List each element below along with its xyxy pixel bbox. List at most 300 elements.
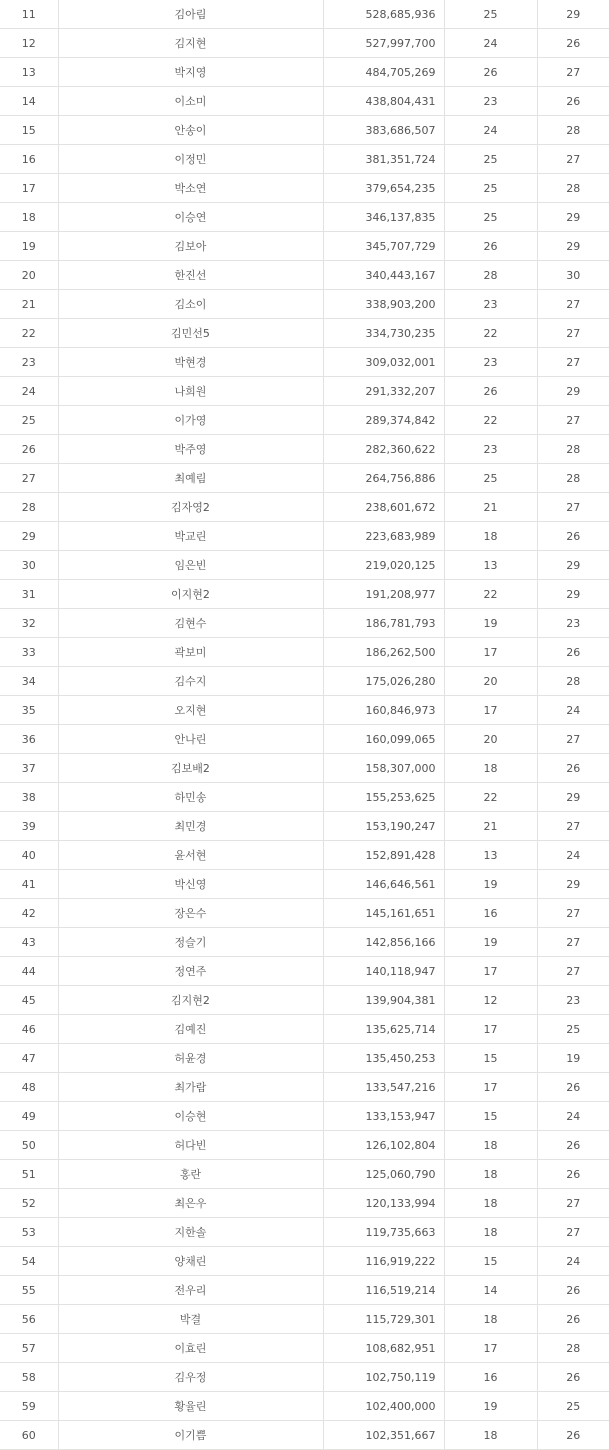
rank-cell: 56	[0, 1305, 58, 1334]
table-row	[0, 1131, 609, 1160]
prize-amount-cell: 126,102,804	[323, 1131, 444, 1160]
prize-amount-cell: 191,208,977	[323, 580, 444, 609]
prize-amount-cell: 186,781,793	[323, 609, 444, 638]
player-name-cell: 장은수	[58, 899, 323, 928]
stat-b-cell: 24	[537, 1102, 609, 1131]
player-name-cell: 김지현	[58, 29, 323, 58]
stat-b-cell: 26	[537, 1160, 609, 1189]
stat-a-cell: 14	[444, 1276, 537, 1305]
player-name-cell: 이가영	[58, 406, 323, 435]
prize-amount-cell: 527,997,700	[323, 29, 444, 58]
table-row	[0, 696, 609, 725]
table-row	[0, 551, 609, 580]
prize-amount-cell: 219,020,125	[323, 551, 444, 580]
stat-a-cell: 21	[444, 493, 537, 522]
player-name-cell: 김자영2	[58, 493, 323, 522]
stat-a-cell: 22	[444, 783, 537, 812]
stat-b-cell: 24	[537, 696, 609, 725]
stat-b-cell: 27	[537, 58, 609, 87]
prize-amount-cell: 223,683,989	[323, 522, 444, 551]
prize-amount-cell: 291,332,207	[323, 377, 444, 406]
table-row	[0, 1160, 609, 1189]
rank-cell: 34	[0, 667, 58, 696]
player-name-cell: 박신영	[58, 870, 323, 899]
player-name-cell: 김예진	[58, 1015, 323, 1044]
stat-b-cell: 28	[537, 435, 609, 464]
player-name-cell: 이승현	[58, 1102, 323, 1131]
table-row	[0, 899, 609, 928]
prize-amount-cell: 116,519,214	[323, 1276, 444, 1305]
stat-b-cell: 26	[537, 87, 609, 116]
table-row	[0, 203, 609, 232]
rank-cell: 28	[0, 493, 58, 522]
player-name-cell: 최민경	[58, 812, 323, 841]
prize-amount-cell: 145,161,651	[323, 899, 444, 928]
player-name-cell: 임은빈	[58, 551, 323, 580]
stat-b-cell: 26	[537, 1421, 609, 1450]
rank-cell: 53	[0, 1218, 58, 1247]
stat-b-cell: 29	[537, 551, 609, 580]
rank-cell: 60	[0, 1421, 58, 1450]
player-name-cell: 이지현2	[58, 580, 323, 609]
prize-amount-cell: 146,646,561	[323, 870, 444, 899]
prize-amount-cell: 484,705,269	[323, 58, 444, 87]
rank-cell: 27	[0, 464, 58, 493]
stat-b-cell: 19	[537, 1044, 609, 1073]
rank-cell: 32	[0, 609, 58, 638]
stat-a-cell: 23	[444, 87, 537, 116]
rank-cell: 24	[0, 377, 58, 406]
stat-b-cell: 27	[537, 1189, 609, 1218]
player-name-cell: 최은우	[58, 1189, 323, 1218]
prize-amount-cell: 142,856,166	[323, 928, 444, 957]
stat-a-cell: 23	[444, 290, 537, 319]
prize-amount-cell: 133,153,947	[323, 1102, 444, 1131]
table-row	[0, 580, 609, 609]
player-name-cell: 나희원	[58, 377, 323, 406]
rank-cell: 12	[0, 29, 58, 58]
prize-amount-cell: 108,682,951	[323, 1334, 444, 1363]
rank-cell: 25	[0, 406, 58, 435]
table-row	[0, 1421, 609, 1450]
table-row	[0, 725, 609, 754]
stat-b-cell: 27	[537, 957, 609, 986]
rank-cell: 37	[0, 754, 58, 783]
player-name-cell: 김보배2	[58, 754, 323, 783]
rank-cell: 52	[0, 1189, 58, 1218]
stat-a-cell: 17	[444, 957, 537, 986]
prize-amount-cell: 340,443,167	[323, 261, 444, 290]
stat-a-cell: 18	[444, 754, 537, 783]
table-row	[0, 435, 609, 464]
stat-b-cell: 26	[537, 29, 609, 58]
player-name-cell: 한진선	[58, 261, 323, 290]
player-name-cell: 전우리	[58, 1276, 323, 1305]
stat-a-cell: 22	[444, 319, 537, 348]
prize-amount-cell: 381,351,724	[323, 145, 444, 174]
rank-cell: 16	[0, 145, 58, 174]
prize-amount-cell: 309,032,001	[323, 348, 444, 377]
table-row	[0, 87, 609, 116]
stat-a-cell: 17	[444, 638, 537, 667]
stat-a-cell: 26	[444, 232, 537, 261]
stat-b-cell: 28	[537, 667, 609, 696]
prize-amount-cell: 119,735,663	[323, 1218, 444, 1247]
stat-b-cell: 26	[537, 1276, 609, 1305]
rank-cell: 22	[0, 319, 58, 348]
table-row	[0, 1015, 609, 1044]
table-row	[0, 58, 609, 87]
player-name-cell: 박주영	[58, 435, 323, 464]
table-row	[0, 493, 609, 522]
rank-cell: 54	[0, 1247, 58, 1276]
rank-cell: 31	[0, 580, 58, 609]
prize-amount-cell: 158,307,000	[323, 754, 444, 783]
stat-a-cell: 18	[444, 1305, 537, 1334]
prize-amount-cell: 379,654,235	[323, 174, 444, 203]
stat-b-cell: 26	[537, 1305, 609, 1334]
player-name-cell: 안송이	[58, 116, 323, 145]
stat-a-cell: 19	[444, 1392, 537, 1421]
player-name-cell: 박소연	[58, 174, 323, 203]
rank-cell: 19	[0, 232, 58, 261]
table-row	[0, 1305, 609, 1334]
stat-a-cell: 13	[444, 841, 537, 870]
rank-cell: 30	[0, 551, 58, 580]
stat-a-cell: 20	[444, 725, 537, 754]
rank-cell: 47	[0, 1044, 58, 1073]
rank-cell: 23	[0, 348, 58, 377]
player-name-cell: 이승연	[58, 203, 323, 232]
player-name-cell: 정연주	[58, 957, 323, 986]
rank-cell: 14	[0, 87, 58, 116]
prize-amount-cell: 135,625,714	[323, 1015, 444, 1044]
prize-amount-cell: 152,891,428	[323, 841, 444, 870]
rank-cell: 55	[0, 1276, 58, 1305]
rank-cell: 59	[0, 1392, 58, 1421]
stat-a-cell: 13	[444, 551, 537, 580]
table-row	[0, 0, 609, 29]
stat-a-cell: 17	[444, 1073, 537, 1102]
prize-amount-cell: 238,601,672	[323, 493, 444, 522]
stat-a-cell: 24	[444, 116, 537, 145]
player-name-cell: 김아림	[58, 0, 323, 29]
table-row	[0, 1044, 609, 1073]
stat-a-cell: 25	[444, 0, 537, 29]
rank-cell: 57	[0, 1334, 58, 1363]
stat-b-cell: 23	[537, 609, 609, 638]
stat-b-cell: 28	[537, 174, 609, 203]
player-name-cell: 김수지	[58, 667, 323, 696]
table-row	[0, 638, 609, 667]
table-row	[0, 232, 609, 261]
prize-amount-cell: 160,099,065	[323, 725, 444, 754]
table-row	[0, 290, 609, 319]
stat-b-cell: 29	[537, 232, 609, 261]
prize-amount-cell: 186,262,500	[323, 638, 444, 667]
stat-b-cell: 29	[537, 870, 609, 899]
stat-a-cell: 16	[444, 1363, 537, 1392]
stat-b-cell: 26	[537, 1363, 609, 1392]
rank-cell: 51	[0, 1160, 58, 1189]
player-name-cell: 이효린	[58, 1334, 323, 1363]
prize-amount-cell: 160,846,973	[323, 696, 444, 725]
player-name-cell: 이정민	[58, 145, 323, 174]
stat-a-cell: 23	[444, 435, 537, 464]
table-row	[0, 145, 609, 174]
player-name-cell: 김현수	[58, 609, 323, 638]
stat-b-cell: 27	[537, 145, 609, 174]
stat-a-cell: 25	[444, 464, 537, 493]
stat-a-cell: 19	[444, 609, 537, 638]
table-row	[0, 1363, 609, 1392]
player-name-cell: 박결	[58, 1305, 323, 1334]
prize-amount-cell: 115,729,301	[323, 1305, 444, 1334]
prize-amount-cell: 140,118,947	[323, 957, 444, 986]
stat-a-cell: 25	[444, 145, 537, 174]
stat-a-cell: 18	[444, 1218, 537, 1247]
stat-b-cell: 27	[537, 493, 609, 522]
prize-amount-cell: 155,253,625	[323, 783, 444, 812]
table-row	[0, 870, 609, 899]
stat-a-cell: 25	[444, 174, 537, 203]
table-row	[0, 319, 609, 348]
prize-amount-cell: 289,374,842	[323, 406, 444, 435]
player-name-cell: 오지현	[58, 696, 323, 725]
player-name-cell: 허윤경	[58, 1044, 323, 1073]
rank-cell: 29	[0, 522, 58, 551]
rank-cell: 44	[0, 957, 58, 986]
prize-amount-cell: 383,686,507	[323, 116, 444, 145]
player-name-cell: 양채린	[58, 1247, 323, 1276]
table-row	[0, 522, 609, 551]
stat-b-cell: 27	[537, 725, 609, 754]
stat-b-cell: 26	[537, 638, 609, 667]
stat-a-cell: 18	[444, 1421, 537, 1450]
prize-amount-cell: 102,351,667	[323, 1421, 444, 1450]
rank-cell: 20	[0, 261, 58, 290]
table-row	[0, 116, 609, 145]
player-name-cell: 윤서현	[58, 841, 323, 870]
player-name-cell: 홍란	[58, 1160, 323, 1189]
prize-amount-cell: 116,919,222	[323, 1247, 444, 1276]
stat-a-cell: 17	[444, 696, 537, 725]
table-row	[0, 1218, 609, 1247]
stat-b-cell: 25	[537, 1392, 609, 1421]
prize-amount-cell: 438,804,431	[323, 87, 444, 116]
player-name-cell: 박지영	[58, 58, 323, 87]
stat-b-cell: 29	[537, 783, 609, 812]
player-name-cell: 하민송	[58, 783, 323, 812]
stat-b-cell: 27	[537, 319, 609, 348]
table-row	[0, 609, 609, 638]
player-name-cell: 박현경	[58, 348, 323, 377]
prize-amount-cell: 345,707,729	[323, 232, 444, 261]
stat-b-cell: 29	[537, 580, 609, 609]
table-row	[0, 406, 609, 435]
stat-b-cell: 26	[537, 1131, 609, 1160]
stat-a-cell: 18	[444, 1189, 537, 1218]
table-row	[0, 261, 609, 290]
stat-b-cell: 27	[537, 290, 609, 319]
table-row	[0, 1189, 609, 1218]
stat-a-cell: 22	[444, 406, 537, 435]
prize-amount-cell: 153,190,247	[323, 812, 444, 841]
stat-a-cell: 17	[444, 1015, 537, 1044]
stat-a-cell: 24	[444, 29, 537, 58]
player-name-cell: 김소이	[58, 290, 323, 319]
stat-a-cell: 18	[444, 522, 537, 551]
rank-cell: 48	[0, 1073, 58, 1102]
stat-b-cell: 27	[537, 348, 609, 377]
player-name-cell: 지한솔	[58, 1218, 323, 1247]
prize-amount-cell: 120,133,994	[323, 1189, 444, 1218]
stat-a-cell: 15	[444, 1044, 537, 1073]
rank-cell: 11	[0, 0, 58, 29]
stat-b-cell: 29	[537, 203, 609, 232]
rank-cell: 33	[0, 638, 58, 667]
rank-cell: 38	[0, 783, 58, 812]
table-row	[0, 1392, 609, 1421]
player-name-cell: 김민선5	[58, 319, 323, 348]
stat-a-cell: 26	[444, 58, 537, 87]
rank-cell: 36	[0, 725, 58, 754]
stat-b-cell: 26	[537, 1073, 609, 1102]
prize-amount-cell: 175,026,280	[323, 667, 444, 696]
stat-a-cell: 20	[444, 667, 537, 696]
rank-cell: 17	[0, 174, 58, 203]
table-row	[0, 1073, 609, 1102]
player-name-cell: 김우정	[58, 1363, 323, 1392]
table-row	[0, 986, 609, 1015]
player-name-cell: 곽보미	[58, 638, 323, 667]
table-row	[0, 1334, 609, 1363]
player-name-cell: 안나린	[58, 725, 323, 754]
stat-a-cell: 26	[444, 377, 537, 406]
prize-amount-cell: 338,903,200	[323, 290, 444, 319]
stat-b-cell: 24	[537, 1247, 609, 1276]
stat-b-cell: 30	[537, 261, 609, 290]
stat-b-cell: 24	[537, 841, 609, 870]
stat-a-cell: 21	[444, 812, 537, 841]
stat-b-cell: 27	[537, 406, 609, 435]
player-name-cell: 최예림	[58, 464, 323, 493]
table-row	[0, 348, 609, 377]
stat-b-cell: 29	[537, 0, 609, 29]
table-row	[0, 464, 609, 493]
stat-b-cell: 29	[537, 377, 609, 406]
table-row	[0, 29, 609, 58]
prize-amount-cell: 528,685,936	[323, 0, 444, 29]
rank-cell: 35	[0, 696, 58, 725]
prize-amount-cell: 133,547,216	[323, 1073, 444, 1102]
stat-a-cell: 12	[444, 986, 537, 1015]
stat-b-cell: 28	[537, 116, 609, 145]
table-row	[0, 841, 609, 870]
rank-cell: 15	[0, 116, 58, 145]
table-row	[0, 667, 609, 696]
stat-a-cell: 15	[444, 1247, 537, 1276]
player-name-cell: 황율린	[58, 1392, 323, 1421]
table-row	[0, 377, 609, 406]
stat-b-cell: 27	[537, 928, 609, 957]
prize-amount-cell: 334,730,235	[323, 319, 444, 348]
table-row	[0, 1247, 609, 1276]
rank-cell: 42	[0, 899, 58, 928]
table-row	[0, 174, 609, 203]
stat-b-cell: 26	[537, 754, 609, 783]
prize-amount-cell: 346,137,835	[323, 203, 444, 232]
player-name-cell: 최가람	[58, 1073, 323, 1102]
stat-b-cell: 27	[537, 899, 609, 928]
stat-a-cell: 23	[444, 348, 537, 377]
stat-a-cell: 19	[444, 870, 537, 899]
stat-b-cell: 27	[537, 1218, 609, 1247]
stat-a-cell: 22	[444, 580, 537, 609]
stat-b-cell: 28	[537, 464, 609, 493]
player-name-cell: 박교린	[58, 522, 323, 551]
stat-a-cell: 28	[444, 261, 537, 290]
rank-cell: 39	[0, 812, 58, 841]
rank-cell: 41	[0, 870, 58, 899]
rank-cell: 49	[0, 1102, 58, 1131]
table-row	[0, 754, 609, 783]
rank-cell: 43	[0, 928, 58, 957]
stat-a-cell: 18	[444, 1131, 537, 1160]
rank-cell: 40	[0, 841, 58, 870]
table-row	[0, 928, 609, 957]
prize-amount-cell: 102,400,000	[323, 1392, 444, 1421]
stat-a-cell: 15	[444, 1102, 537, 1131]
rank-cell: 21	[0, 290, 58, 319]
table-row	[0, 783, 609, 812]
stat-a-cell: 17	[444, 1334, 537, 1363]
player-name-cell: 정슬기	[58, 928, 323, 957]
rank-cell: 18	[0, 203, 58, 232]
stat-b-cell: 28	[537, 1334, 609, 1363]
rank-cell: 50	[0, 1131, 58, 1160]
prize-amount-cell: 102,750,119	[323, 1363, 444, 1392]
prize-amount-cell: 135,450,253	[323, 1044, 444, 1073]
stat-b-cell: 26	[537, 522, 609, 551]
rank-cell: 13	[0, 58, 58, 87]
stat-b-cell: 27	[537, 812, 609, 841]
player-name-cell: 허다빈	[58, 1131, 323, 1160]
stat-a-cell: 16	[444, 899, 537, 928]
player-name-cell: 이소미	[58, 87, 323, 116]
stat-b-cell: 23	[537, 986, 609, 1015]
stat-a-cell: 19	[444, 928, 537, 957]
table-row	[0, 1102, 609, 1131]
stat-a-cell: 18	[444, 1160, 537, 1189]
stat-b-cell: 25	[537, 1015, 609, 1044]
rank-cell: 45	[0, 986, 58, 1015]
prize-amount-cell: 282,360,622	[323, 435, 444, 464]
table-row	[0, 957, 609, 986]
prize-amount-cell: 139,904,381	[323, 986, 444, 1015]
prize-amount-cell: 125,060,790	[323, 1160, 444, 1189]
rank-cell: 26	[0, 435, 58, 464]
stat-a-cell: 25	[444, 203, 537, 232]
rank-cell: 46	[0, 1015, 58, 1044]
prize-amount-cell: 264,756,886	[323, 464, 444, 493]
player-name-cell: 김보아	[58, 232, 323, 261]
table-row	[0, 812, 609, 841]
rank-cell: 58	[0, 1363, 58, 1392]
player-name-cell: 이기쁨	[58, 1421, 323, 1450]
table-row	[0, 1276, 609, 1305]
player-name-cell: 김지현2	[58, 986, 323, 1015]
